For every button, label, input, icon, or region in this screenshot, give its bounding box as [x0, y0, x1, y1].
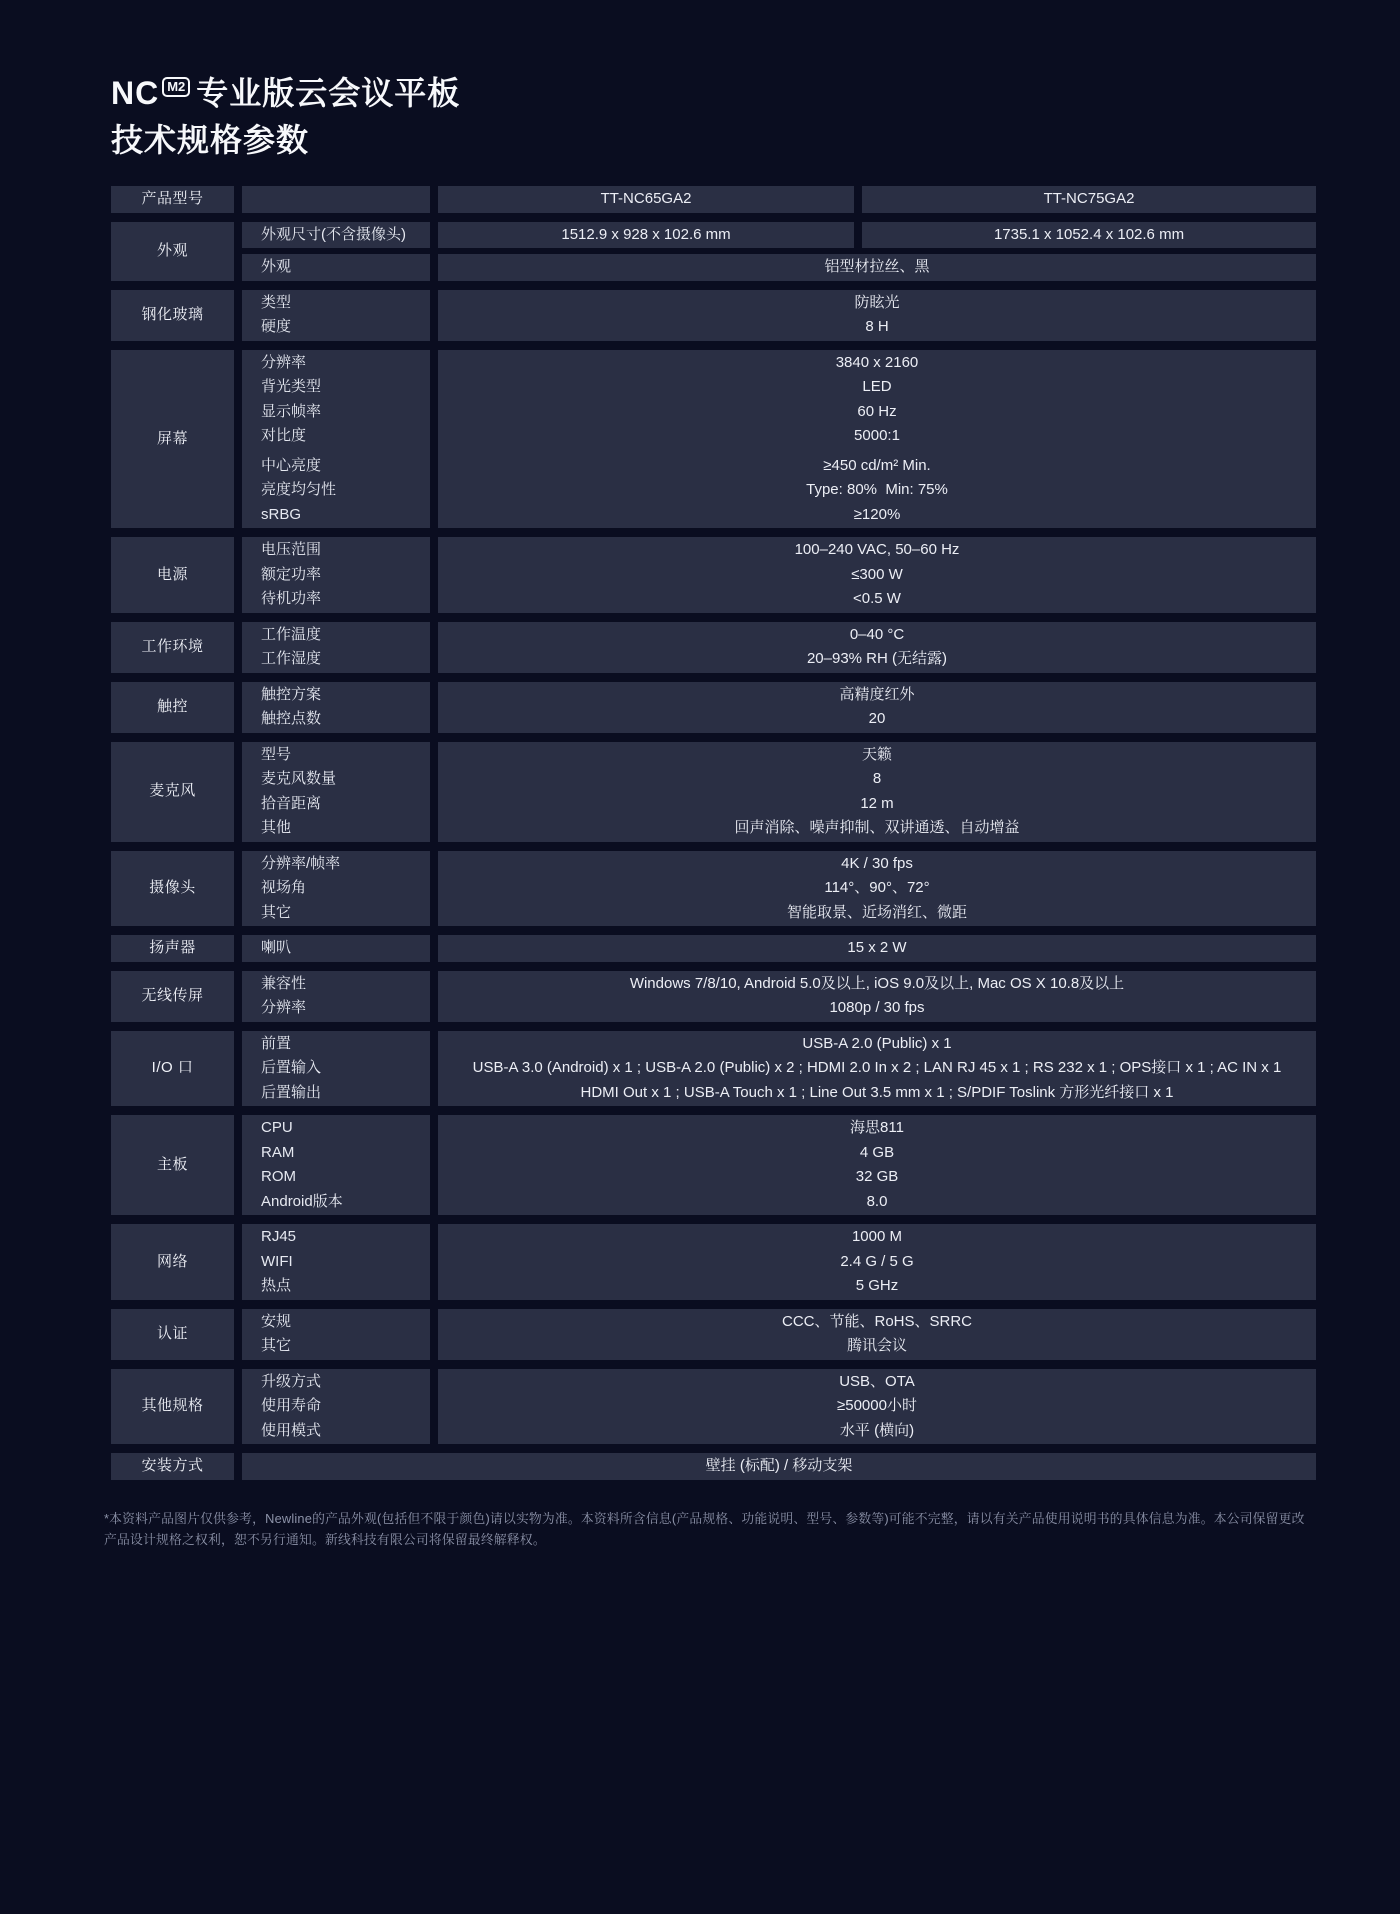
value-cell: [438, 350, 1316, 529]
value-line: Windows 7/8/10, Android 5.0及以上, iOS 9.0及以上, Mac OS X 10.8及以上: [629, 974, 1125, 992]
value-cell: [438, 254, 1316, 281]
category-cell: [111, 350, 234, 529]
value-cell: [438, 1309, 1316, 1360]
category-cell: [111, 1309, 234, 1360]
value-line: 1512.9 x 928 x 102.6 mm: [561, 225, 731, 243]
label-line: 其它: [261, 1337, 292, 1354]
value-line: USB、OTA: [839, 1372, 915, 1390]
value-line: 8 H: [865, 318, 889, 335]
category-label: 主板: [156, 1155, 188, 1173]
label-line: 触控点数: [261, 710, 322, 727]
label-cell: [242, 290, 430, 341]
label-line: 兼容性: [261, 974, 307, 992]
value-line: 12 m: [860, 794, 894, 812]
category-label: 工作环境: [141, 637, 204, 655]
label-cell: [242, 622, 430, 673]
category-label: 其他规格: [141, 1397, 204, 1414]
value-line: TT-NC65GA2: [600, 190, 692, 207]
spec-row: [111, 622, 1316, 673]
label-line: 其它: [261, 903, 292, 921]
page-header: [0, 0, 1400, 164]
spec-row: [111, 1031, 1316, 1107]
category-label: 屏幕: [156, 429, 188, 447]
spec-table: [111, 186, 1316, 1480]
label-line: Android版本: [261, 1192, 343, 1210]
category-label: 电源: [156, 565, 188, 583]
spec-row: [111, 1309, 1316, 1360]
value-line: 15 x 2 W: [847, 939, 907, 956]
label-line: 型号: [261, 745, 292, 763]
label-line: 麦克风数量: [261, 770, 337, 787]
value-cell-right: [862, 222, 1316, 249]
category-label: 麦克风: [149, 782, 196, 800]
value-cell: [438, 1031, 1316, 1107]
spec-row: [111, 186, 1316, 213]
value-line: 3840 x 2160: [835, 353, 919, 371]
label-line: 前置: [261, 1034, 292, 1052]
category-cell: [111, 971, 234, 1022]
label-cell: [242, 682, 430, 733]
value-line: ≥50000小时: [837, 1397, 917, 1414]
category-cell: [111, 742, 234, 842]
label-line: 电压范围: [261, 541, 322, 558]
category-cell: [111, 1224, 234, 1300]
label-cell: [242, 350, 430, 529]
spec-row: [111, 537, 1316, 613]
label-line: 类型: [261, 293, 292, 311]
label-line: WIFI: [261, 1252, 293, 1270]
value-line: 海思811: [850, 1119, 904, 1136]
category-cell: [111, 1453, 234, 1480]
label-line: ROM: [261, 1168, 296, 1185]
value-line: 防眩光: [854, 293, 900, 311]
value-line: CCC、节能、RoHS、SRRC: [781, 1312, 972, 1330]
value-line: LED: [862, 378, 892, 395]
value-line: 114°、90°、72°: [824, 879, 930, 896]
value-cell: [438, 290, 1316, 341]
value-cell-left: [438, 186, 854, 213]
label-line: 硬度: [261, 318, 292, 335]
category-label: 外观: [156, 241, 188, 259]
category-cell: [111, 186, 234, 213]
category-label: 产品型号: [141, 190, 204, 207]
value-line: 1735.1 x 1052.4 x 102.6 mm: [993, 225, 1185, 243]
spec-row: [111, 682, 1316, 733]
label-line: 额定功率: [261, 565, 322, 583]
label-line: 分辨率: [261, 999, 307, 1016]
label-line: 外观: [261, 258, 292, 275]
label-line: 后置输出: [261, 1083, 322, 1101]
value-line: 100–240 VAC, 50–60 Hz: [794, 541, 960, 558]
model-badge: M2: [162, 77, 190, 97]
label-cell: [242, 1224, 430, 1300]
label-line: 视场角: [261, 879, 307, 896]
value-cell: [438, 1224, 1316, 1300]
label-line: 其他: [261, 819, 292, 836]
category-cell: [111, 537, 234, 613]
label-line: 分辨率/帧率: [261, 854, 341, 872]
value-line: 4K / 30 fps: [841, 854, 913, 872]
value-line: HDMI Out x 1 ; USB-A Touch x 1 ; Line Out 3.5 mm x 1 ; S/PDIF Toslink 方形光纤接口 x 1: [580, 1083, 1174, 1101]
spec-row: [111, 290, 1316, 341]
spec-row: [111, 1224, 1316, 1300]
value-line: 2.4 G / 5 G: [840, 1252, 914, 1270]
label-line: 触控方案: [261, 685, 322, 703]
brand-name: NC: [111, 75, 160, 111]
value-line: 5 GHz: [855, 1277, 899, 1294]
category-label: 钢化玻璃: [141, 305, 204, 323]
label-line: 使用寿命: [261, 1397, 322, 1414]
value-line: 8.0: [866, 1192, 888, 1210]
label-line: 后置输入: [261, 1059, 322, 1076]
label-line: 喇叭: [261, 939, 292, 956]
value-cell: [438, 851, 1316, 927]
value-cell: [438, 935, 1316, 962]
label-cell: [242, 254, 430, 281]
value-line: <0.5 W: [853, 590, 901, 607]
value-line: 8: [872, 770, 882, 787]
spec-row: [111, 222, 1316, 281]
value-line: 32 GB: [855, 1168, 899, 1185]
value-line: 铝型材拉丝、黑: [824, 258, 930, 275]
category-cell: [111, 1369, 234, 1445]
label-line: 对比度: [261, 427, 307, 444]
label-cell: [242, 222, 430, 249]
spec-row: [111, 1115, 1316, 1215]
page-title-line2: 技术规格参数: [111, 122, 310, 158]
category-label: 扬声器: [149, 939, 196, 956]
label-line: 工作湿度: [261, 650, 322, 667]
value-line: 1080p / 30 fps: [829, 999, 925, 1016]
category-cell: [111, 222, 234, 281]
label-line: 安规: [261, 1312, 292, 1330]
page-title-line1: [111, 70, 1400, 117]
value-cell-wide: [242, 1453, 1316, 1480]
value-line: 60 Hz: [857, 402, 897, 420]
label-cell: [242, 935, 430, 962]
spec-row: [111, 851, 1316, 927]
value-line: ≤300 W: [851, 565, 903, 583]
footer-disclaimer: *本资料产品图片仅供参考，Newline的产品外观(包括但不限于颜色)请以实物为准。本资料所含信息(产品规格、功能说明、型号、参数等)可能不完整，请以有关产品使用说明书的具体信息为准。本公司保留更改产品设计规格之权利，恕不另行通知。新线科技有限公司将保留最终解释权。: [104, 1510, 1305, 1547]
value-line: USB-A 3.0 (Android) x 1 ; USB-A 2.0 (Public) x 2 ; HDMI 2.0 In x 2 ; LAN RJ 45 x 1 ; RS 232 x 1 ; OPS接口 x 1 ; AC IN x 1: [472, 1059, 1282, 1076]
category-label: I/O 口: [151, 1059, 194, 1076]
category-label: 无线传屏: [141, 986, 204, 1004]
value-cell: [438, 1115, 1316, 1215]
spec-row: [111, 935, 1316, 962]
value-line: 20: [868, 710, 886, 727]
category-label: 安装方式: [141, 1457, 204, 1474]
label-line: 显示帧率: [261, 402, 322, 420]
value-line: 高精度红外: [839, 685, 915, 703]
value-line: 水平 (横向): [839, 1421, 915, 1439]
label-cell: [242, 1369, 430, 1445]
value-cell: [438, 1369, 1316, 1445]
label-cell: [242, 851, 430, 927]
value-line: 5000:1: [854, 427, 900, 444]
label-line: 亮度均匀性: [261, 481, 337, 498]
label-line: 待机功率: [261, 590, 322, 607]
value-line: TT-NC75GA2: [1043, 190, 1135, 207]
label-line: RJ45: [261, 1228, 297, 1245]
label-line: 拾音距离: [261, 794, 322, 812]
label-line: 升级方式: [261, 1372, 322, 1390]
category-cell: [111, 622, 234, 673]
label-line: 工作温度: [261, 625, 322, 643]
value-line: 壁挂 (标配) / 移动支架: [705, 1457, 853, 1474]
spec-row: [111, 350, 1316, 529]
value-line: 4 GB: [859, 1143, 895, 1161]
label-cell: [242, 1309, 430, 1360]
spec-row: [111, 971, 1316, 1022]
value-cell: [438, 622, 1316, 673]
product-name: 专业版云会议平板: [196, 75, 461, 111]
label-line: sRBG: [261, 505, 302, 523]
category-cell: [111, 682, 234, 733]
category-cell: [111, 935, 234, 962]
spec-row: [111, 1453, 1316, 1480]
label-line: 分辨率: [261, 353, 307, 371]
value-line: 天籁: [861, 745, 892, 763]
value-cell: [438, 742, 1316, 842]
label-line: 外观尺寸(不含摄像头): [261, 225, 406, 243]
category-cell: [111, 290, 234, 341]
label-cell: [242, 971, 430, 1022]
value-line: 20–93% RH (无结露): [806, 650, 948, 667]
category-cell: [111, 851, 234, 927]
category-cell: [111, 1031, 234, 1107]
value-line: 回声消除、噪声抑制、双讲通透、自动增益: [734, 819, 1020, 836]
value-line: Type: 80% Min: 75%: [806, 481, 948, 498]
label-cell: [242, 537, 430, 613]
value-line: 1000 M: [851, 1228, 903, 1245]
label-line: 中心亮度: [261, 456, 322, 474]
value-line: USB-A 2.0 (Public) x 1: [802, 1034, 952, 1052]
label-line: 使用模式: [261, 1421, 322, 1439]
label-cell: [242, 1031, 430, 1107]
label-cell: [242, 742, 430, 842]
category-label: 摄像头: [149, 879, 196, 896]
value-line: ≥120%: [853, 505, 901, 523]
spec-row: [111, 1369, 1316, 1445]
value-cell: [438, 537, 1316, 613]
value-cell: [438, 682, 1316, 733]
spec-row: [111, 742, 1316, 842]
value-line: 0–40 °C: [849, 625, 905, 643]
category-label: 触控: [156, 697, 188, 715]
label-cell: [242, 186, 430, 213]
value-line: 智能取景、近场消红、微距: [786, 903, 967, 921]
value-line: ≥450 cd/m² Min.: [823, 456, 931, 474]
value-cell-left: [438, 222, 854, 249]
value-cell-right: [862, 186, 1316, 213]
category-label: 认证: [156, 1324, 188, 1342]
label-cell: [242, 1115, 430, 1215]
label-line: RAM: [261, 1143, 295, 1161]
category-cell: [111, 1115, 234, 1215]
label-line: 背光类型: [261, 378, 322, 395]
value-line: 腾讯会议: [846, 1337, 907, 1354]
category-label: 网络: [156, 1252, 188, 1270]
label-line: CPU: [261, 1119, 293, 1136]
label-line: 热点: [261, 1277, 292, 1294]
value-cell: [438, 971, 1316, 1022]
